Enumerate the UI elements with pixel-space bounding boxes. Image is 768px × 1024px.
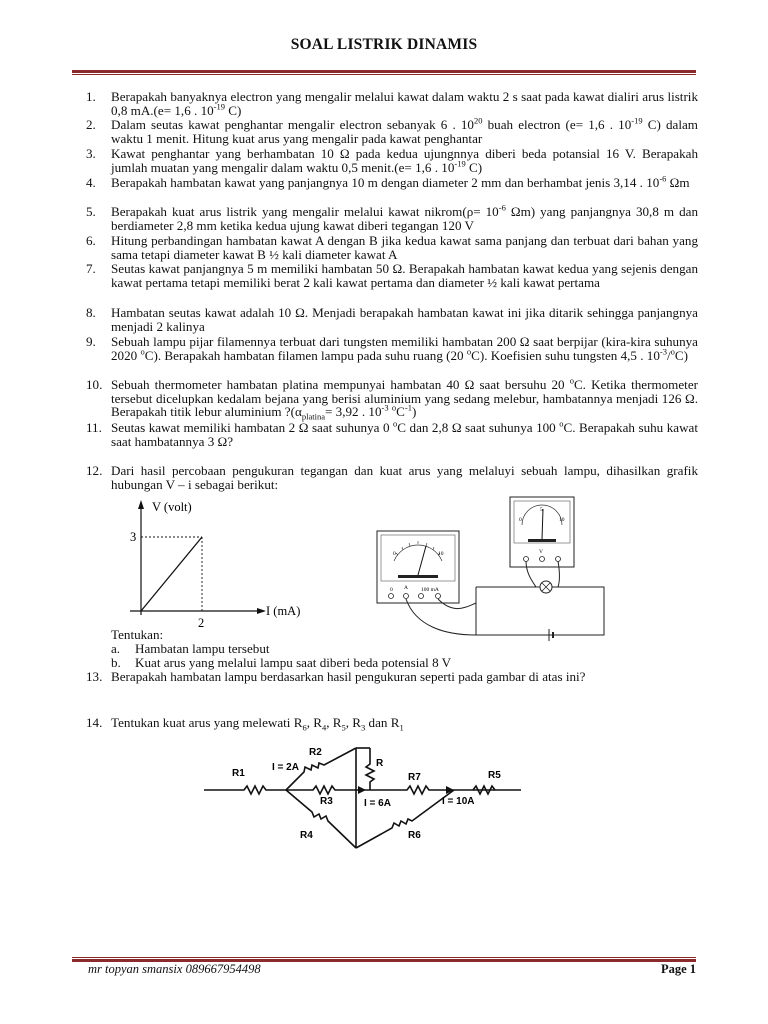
question-number: 8. xyxy=(86,305,96,320)
ammeter-terminal-label: A xyxy=(404,585,408,591)
voltmeter-scale-label: 0 xyxy=(519,517,522,523)
question-number: 14. xyxy=(86,715,103,730)
question-text: Dalam seutas kawat penghantar mengalir electron sebanyak 6 . $10^{20}$ buah electron (e= 1,6 . $10^{-19}$ C) dalam waktu 1 menit. Hitung kuat arus yang mengalir pada kawat penghantar xyxy=(111,115,698,146)
question-text: Seutas kawat panjangnya 5 m memiliki hambatan 50 Ω. Berapakah hambatan kawat kedua yang sejenis dengan kawat pertama tetapi memiliki berat 2 kali kawat pertama dan diameter ½ kali kawat pertama xyxy=(111,261,698,290)
question-text: Kawat penghantar yang berhambatan 10 Ω pada kedua ujungnnya diberi beda potansial 16 V. Berapakah jumlah muatan yang mengalir dalam waktu 0,5 menit.(e= 1,6 . $10^{-19}$ C) xyxy=(111,146,698,175)
question-text: Sebuah lampu pijar filamennya terbuat dari tungsten memiliki hambatan 200 Ω saat berpijar (kira-kira suhunya 2020 $^o$C). Berapakah hambatan filamen lampu pada suhu ruang (20 $^o$C). Koefisien suhu tungsten 4,5 . $10^{-3}/^oC$) xyxy=(111,334,698,363)
part-text: Hambatan lampu tersebut xyxy=(135,641,270,656)
voltmeter-scale-label: 10 xyxy=(559,517,565,523)
vi-graph xyxy=(110,495,320,635)
voltmeter-unit: V xyxy=(539,549,543,555)
part-text: Kuat arus yang melalui lampu saat diberi beda potensial 8 V xyxy=(135,655,452,670)
y-axis-arrow xyxy=(138,500,144,509)
question-text: Seutas kawat memiliki hambatan 2 Ω saat suhunya 0 $^o$C dan 2,8 Ω saat suhunya 100 $^o$C. Berapakah suhu kawat saat hambatannya 3 Ω? xyxy=(111,418,698,449)
x-axis-label: I (mA) xyxy=(266,604,301,618)
ammeter-terminal-label: 0 xyxy=(390,587,393,593)
label-I-10A: I = 10A xyxy=(442,796,475,807)
label-R6: R6 xyxy=(408,830,421,841)
label-R5: R5 xyxy=(488,770,501,781)
resistor-network xyxy=(196,742,526,854)
label-R1: R1 xyxy=(232,768,245,779)
label-R2: R2 xyxy=(309,747,322,758)
part-marker: a. xyxy=(111,641,121,656)
question-number: 6. xyxy=(86,233,96,248)
y-axis-label: V (volt) xyxy=(152,500,192,514)
label-R: R xyxy=(376,758,384,769)
q12-intro xyxy=(111,628,163,642)
page-number: Page 1 xyxy=(660,962,696,976)
footer-author: mr topyan smansix 089667954498 xyxy=(88,962,261,976)
question-number: 12. xyxy=(86,463,103,478)
question-text: Berapakah banyaknya electron yang mengalir melalui kawat dalam waktu 2 s saat pada kawat dialiri arus listrik 0,8 mA.(e= 1,6 . $10^{-19}$ C) xyxy=(111,89,698,118)
voltmeter xyxy=(510,497,574,567)
header-rule xyxy=(72,70,696,76)
question-text: Sebuah thermometer hambatan platina mempunyai hambatan 40 Ω saat bersuhu 20 $^o$C. Ketika thermometer tersebut dicelupkan kedalam bejana yang berisi aluminium yang sedang melebur, hambatannya menjadi 126 Ω. Berapakah titik lebur aluminium $?(\alpha_{platina}= 3,92$ . $10^{-3}$ $^oC^{-1}$) xyxy=(111,375,698,422)
question-number: 9. xyxy=(86,334,96,349)
question-number: 7. xyxy=(86,261,96,276)
question-number: 13. xyxy=(86,669,103,684)
x-axis-arrow xyxy=(257,608,266,614)
label-R7: R7 xyxy=(408,772,421,783)
part-marker: b. xyxy=(111,655,121,670)
ammeter-scale-min: 0 xyxy=(393,551,396,557)
question-text: Dari hasil percobaan pengukuran tegangan dan kuat arus yang melaluyi sebuah lampu, dihasilkan grafik hubungan V – i sebagai berikut: xyxy=(111,463,698,492)
question-text: Berapakah kuat arus listrik yang mengalir melalui kawat nikrom(ρ= $10^{-6}$ Ωm) yang panjangnya 30,8 m dan berdiameter 2,8 mm ketika kedua ujung kawat diberi tegangan 120 V xyxy=(111,202,698,233)
q12-intro-text: Tentukan: xyxy=(111,627,164,642)
lamp xyxy=(540,581,552,593)
voltmeter-scale-label: 5 xyxy=(540,507,543,513)
question-number: 11. xyxy=(86,420,102,435)
question-number: 2. xyxy=(86,117,96,132)
question-text: Berapakah hambatan kawat yang panjangnya 10 m dengan diameter 2 mm dan berhambat jenis 3,14 . $10^{-6}$ Ωm xyxy=(111,173,690,190)
data-line xyxy=(141,537,202,611)
question-text: Hambatan seutas kawat adalah 10 Ω. Menjadi berapakah hambatan kawat ini jika ditarik sehingga panjangnya menjadi 2 kalinya xyxy=(111,305,698,334)
question-number: 4. xyxy=(86,175,96,190)
y-tick-label: 3 xyxy=(130,529,137,544)
question-number: 3. xyxy=(86,146,96,161)
measurement-figure xyxy=(376,495,616,645)
label-I-6A: I = 6A xyxy=(364,798,391,809)
label-R3: R3 xyxy=(320,796,333,807)
ammeter-terminal-label: 100 mA xyxy=(421,587,439,593)
label-I-2A: I = 2A xyxy=(272,762,299,773)
x-tick-label: 2 xyxy=(198,616,205,630)
ammeter xyxy=(377,531,459,603)
ammeter-scale-max: 10 xyxy=(438,551,444,557)
question-number: 10. xyxy=(86,377,103,392)
label-R4: R4 xyxy=(300,830,313,841)
question-text: Berapakah hambatan lampu berdasarkan hasil pengukuran seperti pada gambar di atas ini? xyxy=(111,669,586,684)
current-arrow xyxy=(358,786,366,794)
question-text: Tentukan kuat arus yang melewati $R_6$, $R_4$, $R_5$, $R_3$ dan $R_1$ xyxy=(111,715,404,733)
question-number: 5. xyxy=(86,204,96,219)
page-title: SOAL LISTRIK DINAMIS xyxy=(290,36,478,53)
question-text: Hitung perbandingan hambatan kawat A dengan B jika kedua kawat sama panjang dan terbuat dari bahan yang sama tetapi diameter kawat B ½ kali diameter kawat A xyxy=(111,233,698,262)
question-number: 1. xyxy=(86,89,96,104)
